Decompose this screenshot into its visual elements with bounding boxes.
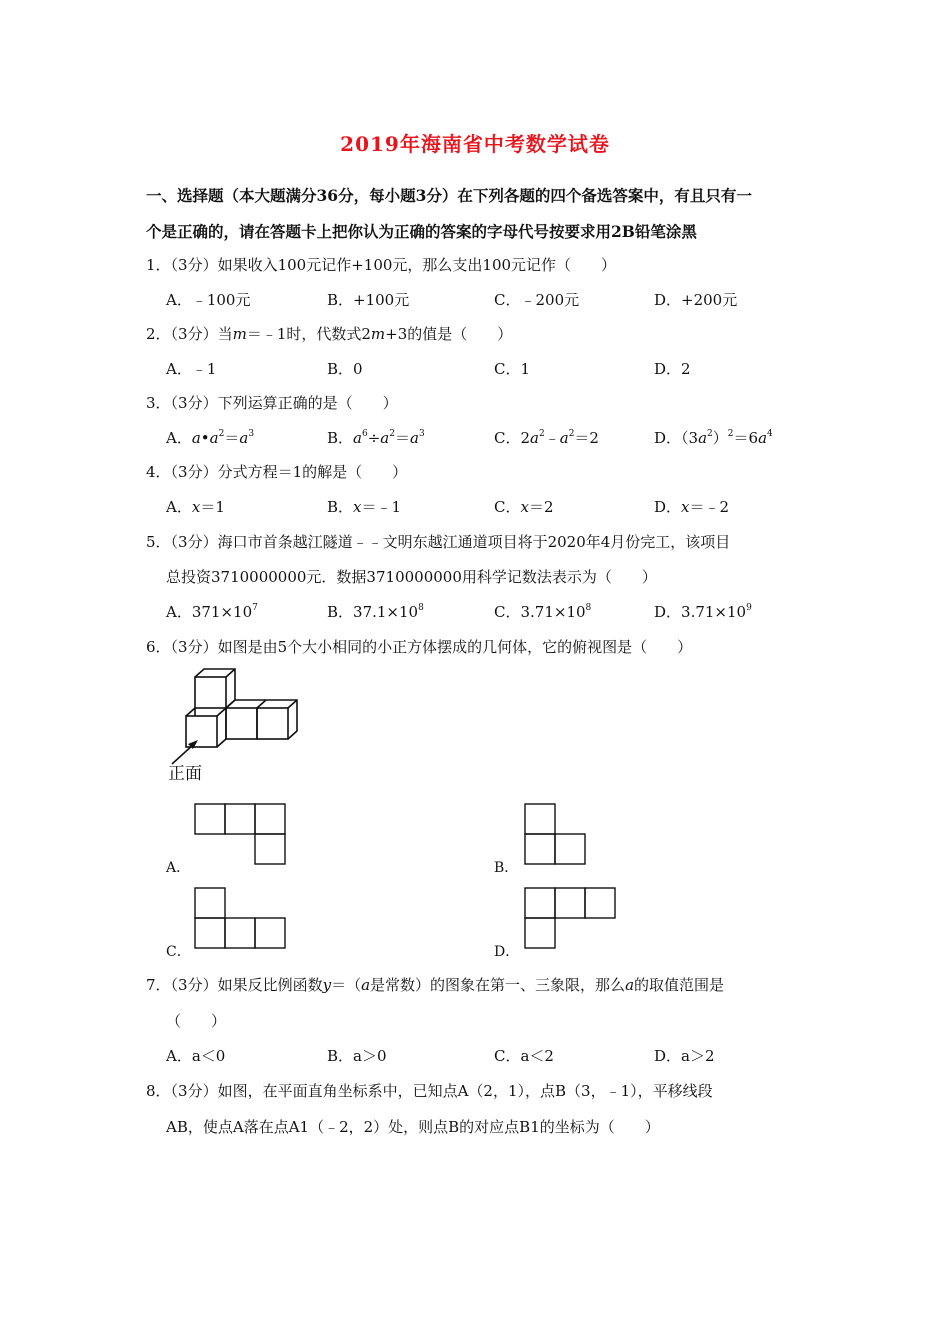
- q6-option-a-label[interactable]: A．: [166, 860, 191, 876]
- q6-option-a-figure[interactable]: [194, 803, 286, 865]
- q1-option-d[interactable]: D．+200元: [654, 291, 738, 309]
- q7-option-b[interactable]: B．a＞0: [327, 1047, 387, 1065]
- q6-option-c-figure[interactable]: [194, 887, 286, 949]
- q6-option-b-figure[interactable]: [524, 803, 586, 865]
- q2-option-b[interactable]: B．0: [327, 360, 363, 378]
- q5-option-d[interactable]: D．$3.71\times 10^9$: [654, 603, 752, 621]
- question-4-stem: 4．（3分）分式方程＝1的解是（ ）: [146, 463, 408, 481]
- question-5-line1: 5．（3分）海口市首条越江隧道﹣﹣文明东越江通道项目将于2020年4月份完工，该项目: [146, 533, 731, 551]
- q4-option-a[interactable]: A．x＝1: [166, 498, 225, 516]
- q2-option-d[interactable]: D．2: [654, 360, 691, 378]
- q3-option-a[interactable]: A．$a•a^2=a^3$: [166, 429, 255, 447]
- page-title: 2019年海南省中考数学试卷: [340, 132, 610, 156]
- q7-option-a[interactable]: A．a＜0: [166, 1047, 226, 1065]
- question-8-line1: 8．（3分）如图，在平面直角坐标系中，已知点A（2，1），点B（3，﹣1），平移线段: [146, 1082, 713, 1100]
- question-1-stem: 1．（3分）如果收入100元记作+100元，那么支出100元记作（ ）: [146, 256, 617, 274]
- q4-option-c[interactable]: C．x＝2: [494, 498, 554, 516]
- q3-option-d[interactable]: D．$(3a^2)^2=6a^4$: [654, 429, 773, 447]
- q1-option-a[interactable]: A．﹣100元: [166, 291, 251, 309]
- q5-option-c[interactable]: C．$3.71\times 10^8$: [494, 603, 592, 621]
- section-heading-line2: 个是正确的，请在答题卡上把你认为正确的答案的字母代号按要求用2B铅笔涂黑: [146, 222, 697, 241]
- question-7-line2: （ ）: [166, 1012, 227, 1030]
- front-view-label: 正面: [168, 764, 202, 784]
- q6-option-d-label[interactable]: D．: [494, 944, 520, 960]
- question-3-stem: 3．（3分）下列运算正确的是（ ）: [146, 394, 398, 412]
- q5-option-b[interactable]: B．$37.1\times 10^8$: [327, 603, 424, 621]
- q7-option-d[interactable]: D．a＞2: [654, 1047, 715, 1065]
- q5-option-a[interactable]: A．$371\times 10^7$: [166, 603, 258, 621]
- section-heading-line1: 一、选择题（本大题满分36分，每小题3分）在下列各题的四个备选答案中，有且只有一: [146, 186, 752, 205]
- q7-option-c[interactable]: C．a＜2: [494, 1047, 554, 1065]
- q2-option-a[interactable]: A．﹣1: [166, 360, 217, 378]
- q6-option-b-label[interactable]: B．: [494, 860, 519, 876]
- q2-option-c[interactable]: C．1: [494, 360, 531, 378]
- question-6-stem: 6．（3分）如图是由5个大小相同的小正方体摆成的几何体，它的俯视图是（ ）: [146, 638, 693, 656]
- question-5-line2: 总投资3710000000元．数据3710000000用科学记数法表示为（ ）: [166, 568, 657, 586]
- q3-option-c[interactable]: C．$2a^2﹣a^2=2$: [494, 429, 599, 447]
- q6-option-c-label[interactable]: C．: [166, 944, 191, 960]
- q6-option-d-figure[interactable]: [524, 887, 616, 949]
- question-7-line1: 7．（3分）如果反比例函数y＝（a是常数）的图象在第一、三象限，那么a的取值范围是: [146, 976, 725, 994]
- q3-option-b[interactable]: B．$a^6\div a^2=a^3$: [327, 429, 425, 447]
- q4-option-b[interactable]: B．x＝﹣1: [327, 498, 402, 516]
- question-8-line2: AB，使点A落在点A1（﹣2，2）处，则点B的对应点B1的坐标为（ ）: [166, 1118, 660, 1136]
- q1-option-b[interactable]: B．+100元: [327, 291, 410, 309]
- q1-option-c[interactable]: C．﹣200元: [494, 291, 580, 309]
- q4-option-d[interactable]: D．x＝﹣2: [654, 498, 730, 516]
- question-2-stem: 2．（3分）当m＝﹣1时，代数式2m+3的值是（ ）: [146, 325, 513, 343]
